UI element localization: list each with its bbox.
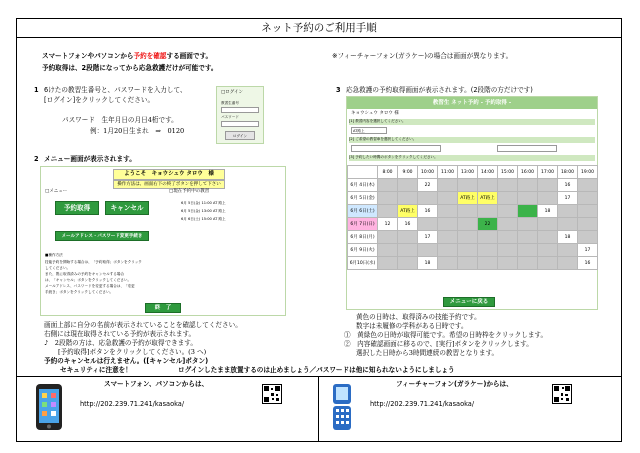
time-slot — [518, 218, 538, 231]
footer-vertical-divider — [318, 376, 319, 442]
time-header: 14:00 — [478, 166, 498, 179]
feature-phone-icon — [330, 382, 354, 432]
step3-note-2: 数字は未履修の学科がある日時です。 — [356, 322, 468, 330]
time-slot — [478, 231, 498, 244]
time-slot: 17 — [418, 231, 438, 244]
sec2-label: [2] ご希望の教習車を選択してください。 — [349, 137, 595, 143]
time-slot — [398, 179, 418, 192]
table-row — [348, 205, 598, 218]
footer-right-label: フィーチャーフォン(ガラケー)からは、 — [396, 380, 513, 388]
time-slot — [518, 244, 538, 257]
time-slot: AT路上 — [458, 192, 478, 205]
feature-phone-note: ※フィーチャーフォン(ガラケー)の場合は画面が異なります。 — [332, 52, 513, 60]
time-slot — [578, 179, 598, 192]
ops-text-5: メールアドレス、パスワードを変更する場合は、「変更 — [45, 284, 135, 288]
time-slot — [438, 218, 458, 231]
time-slot — [498, 218, 518, 231]
table-row — [348, 257, 598, 270]
booking-3: 6月 6日(土) 15:00 AT 路上 — [181, 217, 226, 221]
back-to-menu-button[interactable]: メニューに戻る — [443, 297, 495, 307]
date-text: 6月 7日 — [350, 222, 367, 227]
date-text: 6月 9日 — [350, 248, 367, 253]
date-label — [348, 257, 378, 270]
time-slot[interactable] — [518, 205, 538, 218]
time-header: 19:00 — [578, 166, 598, 179]
footer-right-url[interactable]: http://202.239.71.241/kasaoka/ — [370, 400, 475, 408]
time-slot — [498, 244, 518, 257]
time-slot — [478, 179, 498, 192]
time-slot — [518, 231, 538, 244]
time-slot — [458, 205, 478, 218]
grid-corner — [348, 166, 378, 179]
dow-text: (火) — [366, 248, 375, 253]
time-slot — [538, 179, 558, 192]
cancel-button[interactable]: キャンセル — [105, 201, 149, 215]
intro-line1-red: 予約を確認 — [133, 52, 167, 60]
time-slot — [438, 192, 458, 205]
student-number-input[interactable] — [221, 107, 259, 113]
time-slot — [378, 244, 398, 257]
intro-line1-post: する画面です。 — [166, 52, 213, 60]
time-slot — [438, 231, 458, 244]
step3-text: 応急救護の予約取得画面が表示されます。(2段階の方だけです) — [346, 86, 533, 94]
time-slot — [478, 257, 498, 270]
time-slot — [498, 192, 518, 205]
time-slot — [498, 179, 518, 192]
date-label — [348, 231, 378, 244]
time-slot — [578, 205, 598, 218]
time-slot — [458, 218, 478, 231]
qr-code-right-icon — [552, 384, 572, 404]
ops-text-3: また、既に取得済みの予約をキャンセルする場合 — [45, 272, 125, 276]
step1-text2: [ログイン]をクリックしてください。 — [44, 96, 155, 104]
ops-text-1: 技能予約を開始する場合は、「予約取得」ボタンをクリック — [45, 260, 142, 264]
time-slot: 16 — [578, 257, 598, 270]
course-select[interactable]: AT路上 — [351, 127, 387, 134]
time-slot — [578, 231, 598, 244]
step1-pw-label: パスワード 生年月日の月日4桁です。 — [62, 116, 178, 124]
time-slot: 18 — [418, 257, 438, 270]
time-slot — [518, 192, 538, 205]
step3-note-3: ① 黄緑色の日時が取得可能です。希望の日時枠をクリックします。 — [344, 331, 548, 339]
table-row — [348, 179, 598, 192]
reserve-button[interactable]: 予約取得 — [55, 201, 99, 215]
table-row — [348, 244, 598, 257]
date-text: 6月 4日 — [350, 183, 367, 188]
footer-divider — [16, 376, 622, 377]
cancel-note: 予約のキャンセルは行えません。([キャンセル]ボタン) — [44, 357, 209, 365]
ops-text-2: してください。 — [45, 266, 71, 270]
step3-note-1: 黄色の日時は、取得済みの技能予約です。 — [356, 313, 481, 321]
time-slot — [398, 192, 418, 205]
time-slot — [558, 244, 578, 257]
step1-number: 1 — [34, 86, 39, 94]
time-slot[interactable]: 22 — [478, 218, 498, 231]
date-label — [348, 192, 378, 205]
time-slot — [438, 244, 458, 257]
ops-label: ■操作方法 — [45, 253, 63, 257]
time-slot — [398, 257, 418, 270]
time-slot — [578, 192, 598, 205]
time-slot: 17 — [558, 192, 578, 205]
dow-text: (水) — [367, 261, 376, 266]
footer-left-label: スマートフォン、パソコンからは、 — [104, 380, 209, 388]
menu-screen — [40, 166, 286, 316]
time-slot: 12 — [378, 218, 398, 231]
time-slot — [378, 231, 398, 244]
time-slot — [418, 192, 438, 205]
menu-label: □メニュー — [45, 189, 68, 194]
time-slot — [558, 218, 578, 231]
login-id-label: 教習生番号 — [221, 101, 239, 105]
time-slot: 18 — [538, 205, 558, 218]
dow-text: (月) — [366, 235, 375, 240]
time-slot — [378, 205, 398, 218]
step3-note-5: 選択した日時から3時間連続の教習となります。 — [356, 349, 499, 357]
time-header: 10:00 — [418, 166, 438, 179]
time-slot — [458, 257, 478, 270]
time-slot — [458, 231, 478, 244]
time-slot — [478, 244, 498, 257]
date-label — [348, 205, 378, 218]
time-slot — [558, 257, 578, 270]
date-label — [348, 244, 378, 257]
time-slot — [418, 218, 438, 231]
time-slot — [498, 205, 518, 218]
date-text: 6月 5日 — [350, 196, 367, 201]
time-slot — [438, 179, 458, 192]
time-slot — [438, 257, 458, 270]
reservation-user: キョウシュウ タロウ 様 — [351, 111, 399, 116]
time-header: 9:00 — [398, 166, 418, 179]
intro-line1 — [42, 52, 212, 61]
time-header: 18:00 — [558, 166, 578, 179]
time-slot: 16 — [398, 218, 418, 231]
date-text: 6月 6日 — [350, 209, 367, 214]
date-text: 6月10日 — [349, 261, 368, 266]
step2-note-4: [予約取得]ボタンをクリックしてください。(3 へ) — [58, 348, 207, 356]
time-slot — [538, 218, 558, 231]
time-slot: 16 — [558, 179, 578, 192]
time-slot — [458, 179, 478, 192]
date-text: 6月 8日 — [350, 235, 367, 240]
change-credentials-button[interactable]: メールアドレス・パスワード変更手続き — [55, 231, 149, 241]
time-slot — [378, 192, 398, 205]
time-slot — [478, 205, 498, 218]
time-slot — [418, 244, 438, 257]
ops-text-4: は、「キャンセル」ボタンをクリックしてください。 — [45, 278, 132, 282]
time-slot — [538, 257, 558, 270]
time-header: 13:00 — [458, 166, 478, 179]
time-header: 15:00 — [498, 166, 518, 179]
dow-text: (金) — [366, 196, 375, 201]
time-slot — [398, 244, 418, 257]
page-title: ネット予約のご利用手順 — [16, 18, 622, 38]
step1-text1: 6けたの教習生番号と、パスワードを入力して、 — [44, 86, 187, 94]
smartphone-icon — [34, 382, 64, 432]
time-slot — [398, 231, 418, 244]
time-slot: AT路上 — [478, 192, 498, 205]
end-button[interactable]: 終 了 — [145, 303, 181, 313]
login-panel — [216, 86, 264, 144]
password-input[interactable] — [221, 121, 259, 127]
dow-text: (日) — [366, 222, 375, 227]
intro-line1-pre: スマートフォンやパソコンから — [42, 52, 134, 60]
table-row — [348, 218, 598, 231]
time-slot — [498, 231, 518, 244]
date-label — [348, 179, 378, 192]
date-label — [348, 218, 378, 231]
time-slot: 17 — [578, 244, 598, 257]
time-slot — [578, 218, 598, 231]
time-slot — [538, 244, 558, 257]
time-slot: 22 — [418, 179, 438, 192]
step3-number: 3 — [336, 86, 341, 94]
time-slot — [518, 257, 538, 270]
booking-2: 6月 5日(金) 13:00 AT 路上 — [181, 209, 226, 213]
login-heading: □ログイン — [221, 90, 244, 95]
step3-note-4: ② 内容確認画面に移るので、[実行]ボタンをクリックします。 — [344, 340, 533, 348]
login-button[interactable]: ログイン — [225, 131, 255, 140]
reservation-header: 教習生 ネット予約 - 予約取得 - — [347, 97, 597, 109]
security-note-2: ログインしたまま放置するのは止めましょう／パスワードは他に知られないようにしましょう — [178, 366, 455, 374]
ops-text-6: 手続き」ボタンをクリックしてください。 — [45, 290, 114, 294]
reservation-screen — [346, 96, 598, 310]
time-slot — [438, 205, 458, 218]
footer-left-url[interactable]: http://202.239.71.241/kasaoka/ — [80, 400, 185, 408]
car-select-2[interactable] — [497, 145, 557, 152]
table-row — [348, 231, 598, 244]
step2-note-3: ♪ 2段階の方は、応急救護の予約が取得できます。 — [44, 339, 197, 347]
table-row — [348, 192, 598, 205]
time-header: 17:00 — [538, 166, 558, 179]
time-slot — [378, 257, 398, 270]
time-header: 11:00 — [438, 166, 458, 179]
time-slot: 18 — [558, 231, 578, 244]
login-pw-label: パスワード — [221, 115, 239, 119]
booking-1: 6月 5日(金) 11:00 AT 路上 — [181, 201, 226, 205]
time-slot — [558, 205, 578, 218]
step2-note-2: 右側には現在取得されている予約が表示されます。 — [44, 330, 196, 338]
step2-number: 2 — [34, 155, 39, 163]
time-header: 8:00 — [378, 166, 398, 179]
dow-text: (土) — [366, 209, 375, 214]
qr-code-left-icon — [262, 384, 282, 404]
car-select-1[interactable] — [351, 145, 441, 152]
security-note-1: セキュリティに注意を！ — [60, 366, 132, 374]
step2-text: メニュー画面が表示されます。 — [44, 155, 136, 163]
dow-text: (木) — [366, 183, 375, 188]
time-slot — [518, 179, 538, 192]
time-slot — [378, 179, 398, 192]
status-label: □現在予約中の教習 — [169, 189, 210, 194]
time-slot — [538, 231, 558, 244]
time-slot — [458, 244, 478, 257]
step2-note-1: 画面上部に自分の名前が表示されていることを確認してください。 — [44, 321, 242, 329]
time-header: 16:00 — [518, 166, 538, 179]
time-slot: 16 — [418, 205, 438, 218]
schedule-grid — [347, 165, 598, 270]
intro-line2: 予約取得は、2段階になってから応急救護だけが可能です。 — [42, 64, 218, 72]
time-slot — [498, 257, 518, 270]
time-slot: AT路上 — [398, 205, 418, 218]
welcome-banner: ようこそ キョウシュウ タロウ 様 — [113, 169, 225, 180]
step1-pw-example: 例：1月20日生まれ ⇒ 0120 — [90, 127, 185, 135]
warning-banner: 操作方法は、画面右下の終了ボタンを押して下さい — [113, 180, 225, 189]
sec1-label: [1] 教習内容を選択してください。 — [349, 119, 595, 125]
sec3-label: [3] 予約したい時間のボタンをクリックしてください。 — [349, 155, 595, 161]
time-slot — [538, 192, 558, 205]
